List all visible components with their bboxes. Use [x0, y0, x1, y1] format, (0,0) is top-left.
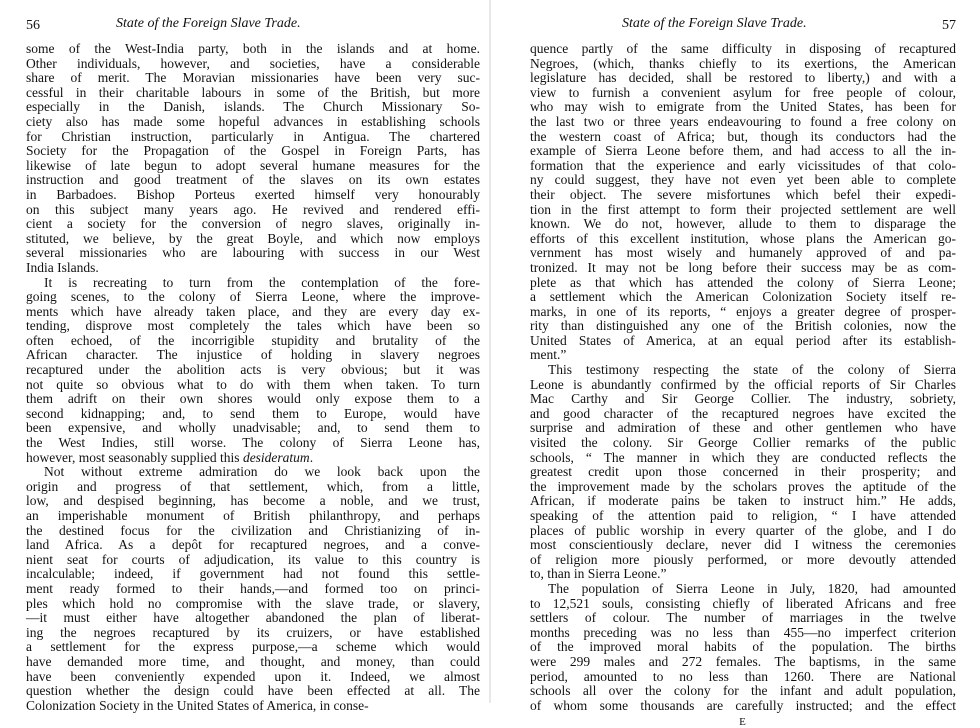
text-line: likewise of late begun to adopt several humane measures for the [26, 157, 480, 173]
text-line: example of Sierra Leone before them, and had access to all the in- [530, 143, 956, 159]
right-page-number: 57 [942, 18, 956, 33]
text-line: stituted, we believe, by the great Boyle, and which now employs [26, 230, 480, 246]
text-line: formation that the experience and early vicissitudes of that colo- [530, 157, 956, 173]
text-line: recaptured under the abolition acts is very obvious; but it was [26, 362, 480, 378]
text-line: and good character of the recaptured negroes have excited the [530, 405, 956, 421]
text-line: schools all over the colony for the infant and adult population, [530, 683, 956, 699]
text-line: been expensive, and wholly unadvisable; and, to send them to [26, 420, 480, 436]
text-line: tronized. It may not be long before their success may be as com- [530, 259, 956, 275]
text-line: their object. The severe misfortunes which befel their expedi- [530, 186, 956, 202]
signature-mark: E [739, 716, 747, 728]
text-line: It is recreating to turn from the contemplation of the fore- [44, 274, 480, 290]
text-line: to 12,521 souls, consisting chiefly of liberated Africans and free [530, 595, 956, 611]
text-line: second kidnapping; and, to send them to Europe, would have [26, 405, 480, 421]
right-page [490, 0, 980, 728]
text-line: speaking of the attention paid to religion, “ I have attended [530, 508, 956, 523]
text-line: United States of America, at an equal period after its establish- [530, 332, 956, 348]
text-line: often echoed, of the incorrigible stupidity and brutality of the [26, 332, 480, 348]
text-line: ments which have already taken place, and they are every day ex- [26, 303, 480, 319]
text-line: on this subject many years ago. He revived and rendered effi- [26, 201, 480, 217]
text-line: settlers of colour. The number of marriages in the twelve [530, 610, 956, 626]
text-line: to, than in Sierra Leone.” [530, 566, 667, 582]
left-page-body [26, 42, 480, 713]
text-line: share of merit. The Moravian missionaries have been very suc- [26, 70, 480, 86]
text-line: cessful in their charitable labours in some of the British, but more [26, 84, 480, 100]
text-line: tion in the first attempt to form their projected settlement are well [530, 201, 956, 217]
right-page-body [530, 42, 956, 713]
text-line: an imperishable monument of British philanthropy, and perhaps [26, 508, 480, 523]
right-running-title: State of the Foreign Slave Trade. [622, 16, 807, 31]
text-line: Leone is abundantly confirmed by the official reports of Sir Charles [530, 376, 956, 392]
text-line: ples which hold no compromise with the slave trade, or slavery, [26, 595, 480, 611]
text-line: however, most seasonably supplied this desideratum. [26, 449, 314, 465]
text-line: ment ready formed to their hands,—and formed too on princi- [26, 580, 480, 596]
text-line: were 299 males and 272 females. The baptisms, in the same [530, 653, 956, 669]
text-line: them adrift on their own shores would only expose them to a [26, 391, 480, 407]
text-line: the improvement made by the scholars proves the aptitude of the [530, 478, 956, 494]
text-line: origin and progress of that settlement, which, from a little, [26, 478, 480, 494]
text-line: cient a society for the conversion of negro slaves, originally in- [26, 216, 480, 232]
text-line: incalculable; indeed, if government had not found this settle- [26, 566, 480, 582]
text-line: a settlement which the American Colonization Society itself re- [530, 289, 956, 305]
text-line: the West Indies, still worse. The colony of Sierra Leone has, [26, 435, 480, 451]
text-line: low, and despised beginning, has become a noble, and we trust, [26, 493, 480, 509]
text-line: ment.” [530, 347, 567, 363]
left-page-header [26, 16, 480, 42]
text-line: not quite so obvious what to do with them when taken. To turn [26, 376, 480, 392]
text-line: known. We do not, however, allude to them to disparage the [530, 216, 956, 232]
text-line: India Islands. [26, 259, 99, 275]
text-line: instruction and good treatment of the slaves on its own estates [26, 172, 480, 188]
text-line: schools, “ The manner in which they are conducted reflects the [530, 449, 956, 465]
text-line: plete as that which has attended the colony of Sierra Leone; [530, 274, 956, 290]
text-line: the destined focus for the civilization and Christianizing of in- [26, 522, 480, 538]
left-page-number: 56 [26, 18, 40, 33]
text-line: Negroes, (which, thanks chiefly to its exertions, the American [530, 55, 956, 71]
text-line: land Africa. As a depôt for recaptured negroes, and a conve- [26, 537, 480, 553]
left-running-title: State of the Foreign Slave Trade. [116, 16, 301, 31]
text-line: surprise and admiration of these and other gentlemen who have [530, 420, 956, 436]
text-line: ing the negroes recaptured by its cruizers, or have established [26, 624, 480, 640]
text-line: greatest credit upon those concerned in their prosperity; and [530, 464, 956, 480]
text-line: African, if moderate pains be taken to instruct him.” He adds, [530, 493, 956, 509]
left-page [0, 0, 490, 713]
text-line: rity than distinguished any one of the British colonies, now the [530, 318, 956, 334]
text-line: The population of Sierra Leone in July, 1820, had amounted [548, 580, 956, 596]
text-line: efforts of this excellent institution, whose plans the American go- [530, 230, 956, 246]
text-line: going scenes, to the colony of Sierra Leone, where the improve- [26, 289, 480, 305]
text-line: visited the colony. Sir George Collier remarks of the public [530, 435, 956, 451]
text-line: legislature has decided, shall be restored to liberty,) and with a [530, 70, 956, 86]
right-page-header [530, 16, 956, 42]
text-line: ny could suggest, they have not even yet been able to complete [530, 172, 956, 188]
text-line: have been conveniently expended upon it. Indeed, we almost [26, 668, 480, 684]
text-line: Society for the Propagation of the Gospel in Foreign Parts, has [26, 143, 480, 159]
text-line: Not without extreme admiration do we look back upon the [44, 464, 480, 480]
text-line: tending, disprove most completely the tales which have been so [26, 318, 480, 334]
text-line: of whom some thousands are carefully instructed; and the effect [530, 697, 956, 713]
text-line: question whether the design could have been effected at all. The [26, 683, 480, 699]
text-line: the last two or three years endeavouring to found a free colony on [530, 113, 956, 129]
text-line: for Christian instruction, particularly in Antigua. The chartered [26, 128, 480, 144]
text-line: vernment has most wisely and humanely approved of and pa- [530, 245, 956, 261]
text-line: ciety also has made some hopeful advances in establishing schools [26, 113, 480, 129]
text-line: period, amounted to no less than 1260. There are National [530, 668, 956, 684]
text-line: who may wish to emigrate from the United States, has been for [530, 99, 956, 115]
text-line: in Barbadoes. Bishop Porteus exerted himself very honourably [26, 186, 480, 202]
text-line: This testimony respecting the state of the colony of Sierra [548, 362, 956, 378]
text-line: Colonization Society in the United States of America, in conse- [26, 697, 369, 713]
text-line: the western coast of Africa; but, though its conductors had the [530, 128, 956, 144]
text-line: places of public worship in every quarter of the globe, and I do [530, 522, 956, 538]
text-line: have demanded more time, and thought, and money, than could [26, 653, 480, 669]
text-line: nient seat for courts of adjudication, its value to this country is [26, 551, 480, 567]
text-line: quence partly of the same difficulty in disposing of recaptured [530, 41, 956, 56]
text-line: —it must either have altogether abandoned the plan of liberat- [26, 610, 480, 626]
text-line: African character. The injustice of holding in slavery negroes [26, 347, 480, 363]
text-line: several missionaries who are labouring with success in our West [26, 245, 480, 261]
text-line: most conscientiously declare, never did I witness the ceremonies [530, 537, 956, 553]
text-line: especially in the Danish, islands. The Church Missionary So- [26, 99, 480, 115]
text-line: Mac Carthy and Sir George Collier. The industry, sobriety, [530, 391, 956, 407]
text-line: of the improved moral habits of the population. The births [530, 639, 956, 655]
text-line: some of the West-India party, both in the islands and at home. [26, 41, 480, 56]
text-line: months preceding was no less than 455—no imperfect criterion [530, 624, 956, 640]
text-line: Other individuals, however, and societies, have a considerable [26, 55, 480, 71]
text-line: of religion more piously performed, or more devoutly attended [530, 551, 956, 567]
text-line: a settlement for the express purpose,—a scheme which would [26, 639, 480, 655]
text-line: marks, in one of its reports, “ enjoys a greater degree of prosper- [530, 303, 956, 319]
text-line: view to furnish a convenient asylum for free people of colour, [530, 84, 956, 100]
